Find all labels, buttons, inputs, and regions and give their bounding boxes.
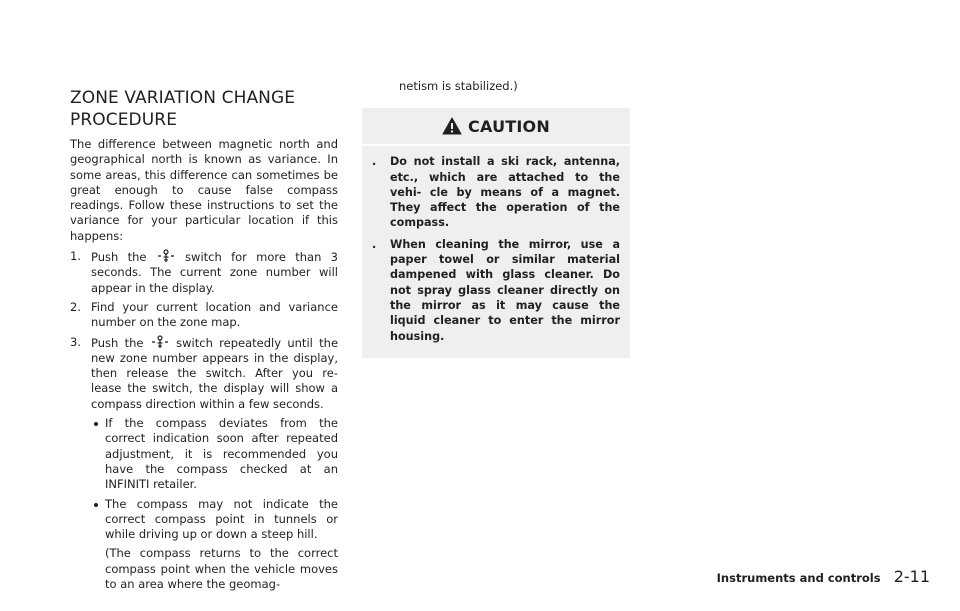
bullet-item-2: [91, 497, 338, 543]
heading-line-2: PROCEDURE: [70, 110, 178, 130]
step-3-number: 3.: [70, 334, 81, 349]
step-3: [70, 335, 338, 412]
step-2-text: Find your current location and variance number on the zone map.: [91, 299, 338, 330]
step-1-text-pre: Push the: [91, 250, 147, 265]
caution-box: [362, 108, 630, 358]
caution-item-2-text: When cleaning the mirror, use a paper towel or similar material dampened with glass cleaner. Do not spray glass cleaner directly on the mirror as it may cause the liquid cleaner to enter the mirror housing.: [390, 237, 620, 343]
continued-text: netism is stabilized.): [399, 79, 518, 93]
caution-title: CAUTION: [468, 116, 550, 136]
caution-item-2: [372, 237, 620, 344]
bullet-1-text: If the compass deviates from the correct indication soon after repeated adjustment, it is recommended you have the compass checked at an INFINITI retailer.: [105, 416, 338, 492]
bullet-item-1: [91, 416, 338, 492]
caution-bullet: .: [372, 155, 377, 169]
caution-header: [362, 108, 630, 146]
bullet-dot-icon: [94, 422, 98, 426]
page-footer: [700, 567, 930, 586]
heading-line-1: ZONE VARIATION CHANGE: [70, 88, 296, 108]
left-column: [70, 87, 338, 592]
step-3-text-pre: Push the: [91, 335, 144, 350]
step-1: [70, 249, 338, 296]
intro-paragraph: The difference between magnetic north and geographical north is known as variance. In some areas, this difference can sometimes be great enough to cause false compass readings. Follow these instructions to set the variance for your particular location if this happens:: [70, 137, 338, 243]
caution-bullet: .: [372, 237, 377, 251]
step-2-number: 2.: [70, 299, 81, 314]
page-number: 2-11: [893, 567, 930, 586]
compass-switch-icon: [157, 249, 175, 263]
step-3-text-post: switch repeatedly until the new zone number appears in the display, then release the switch. After you re- lease the switch, the display will show a compass direction within a few seconds.: [91, 335, 339, 411]
bullet-2-text: The compass may not indicate the correct compass point in tunnels or while driving up or down a steep hill.: [105, 496, 338, 542]
note-paragraph: (The compass returns to the correct compass point when the vehicle moves to an area where the geomag-: [105, 546, 338, 592]
caution-item-1: [372, 154, 620, 230]
step-1-text-post: switch for more than 3 seconds. The current zone number will appear in the display.: [91, 250, 338, 295]
footer-section-title: Instruments and controls: [716, 571, 881, 585]
step-2: [70, 300, 338, 331]
compass-switch-icon: [151, 335, 169, 349]
bullet-dot-icon: [94, 503, 98, 507]
warning-triangle-icon: [442, 117, 462, 135]
step-1-number: 1.: [70, 249, 81, 264]
right-column: [362, 79, 630, 358]
caution-item-1-text: Do not install a ski rack, antenna, etc., which are attached to the vehi- cle by means of a magnet. They affect the operation of the compass.: [390, 155, 620, 230]
section-heading: [70, 87, 338, 131]
